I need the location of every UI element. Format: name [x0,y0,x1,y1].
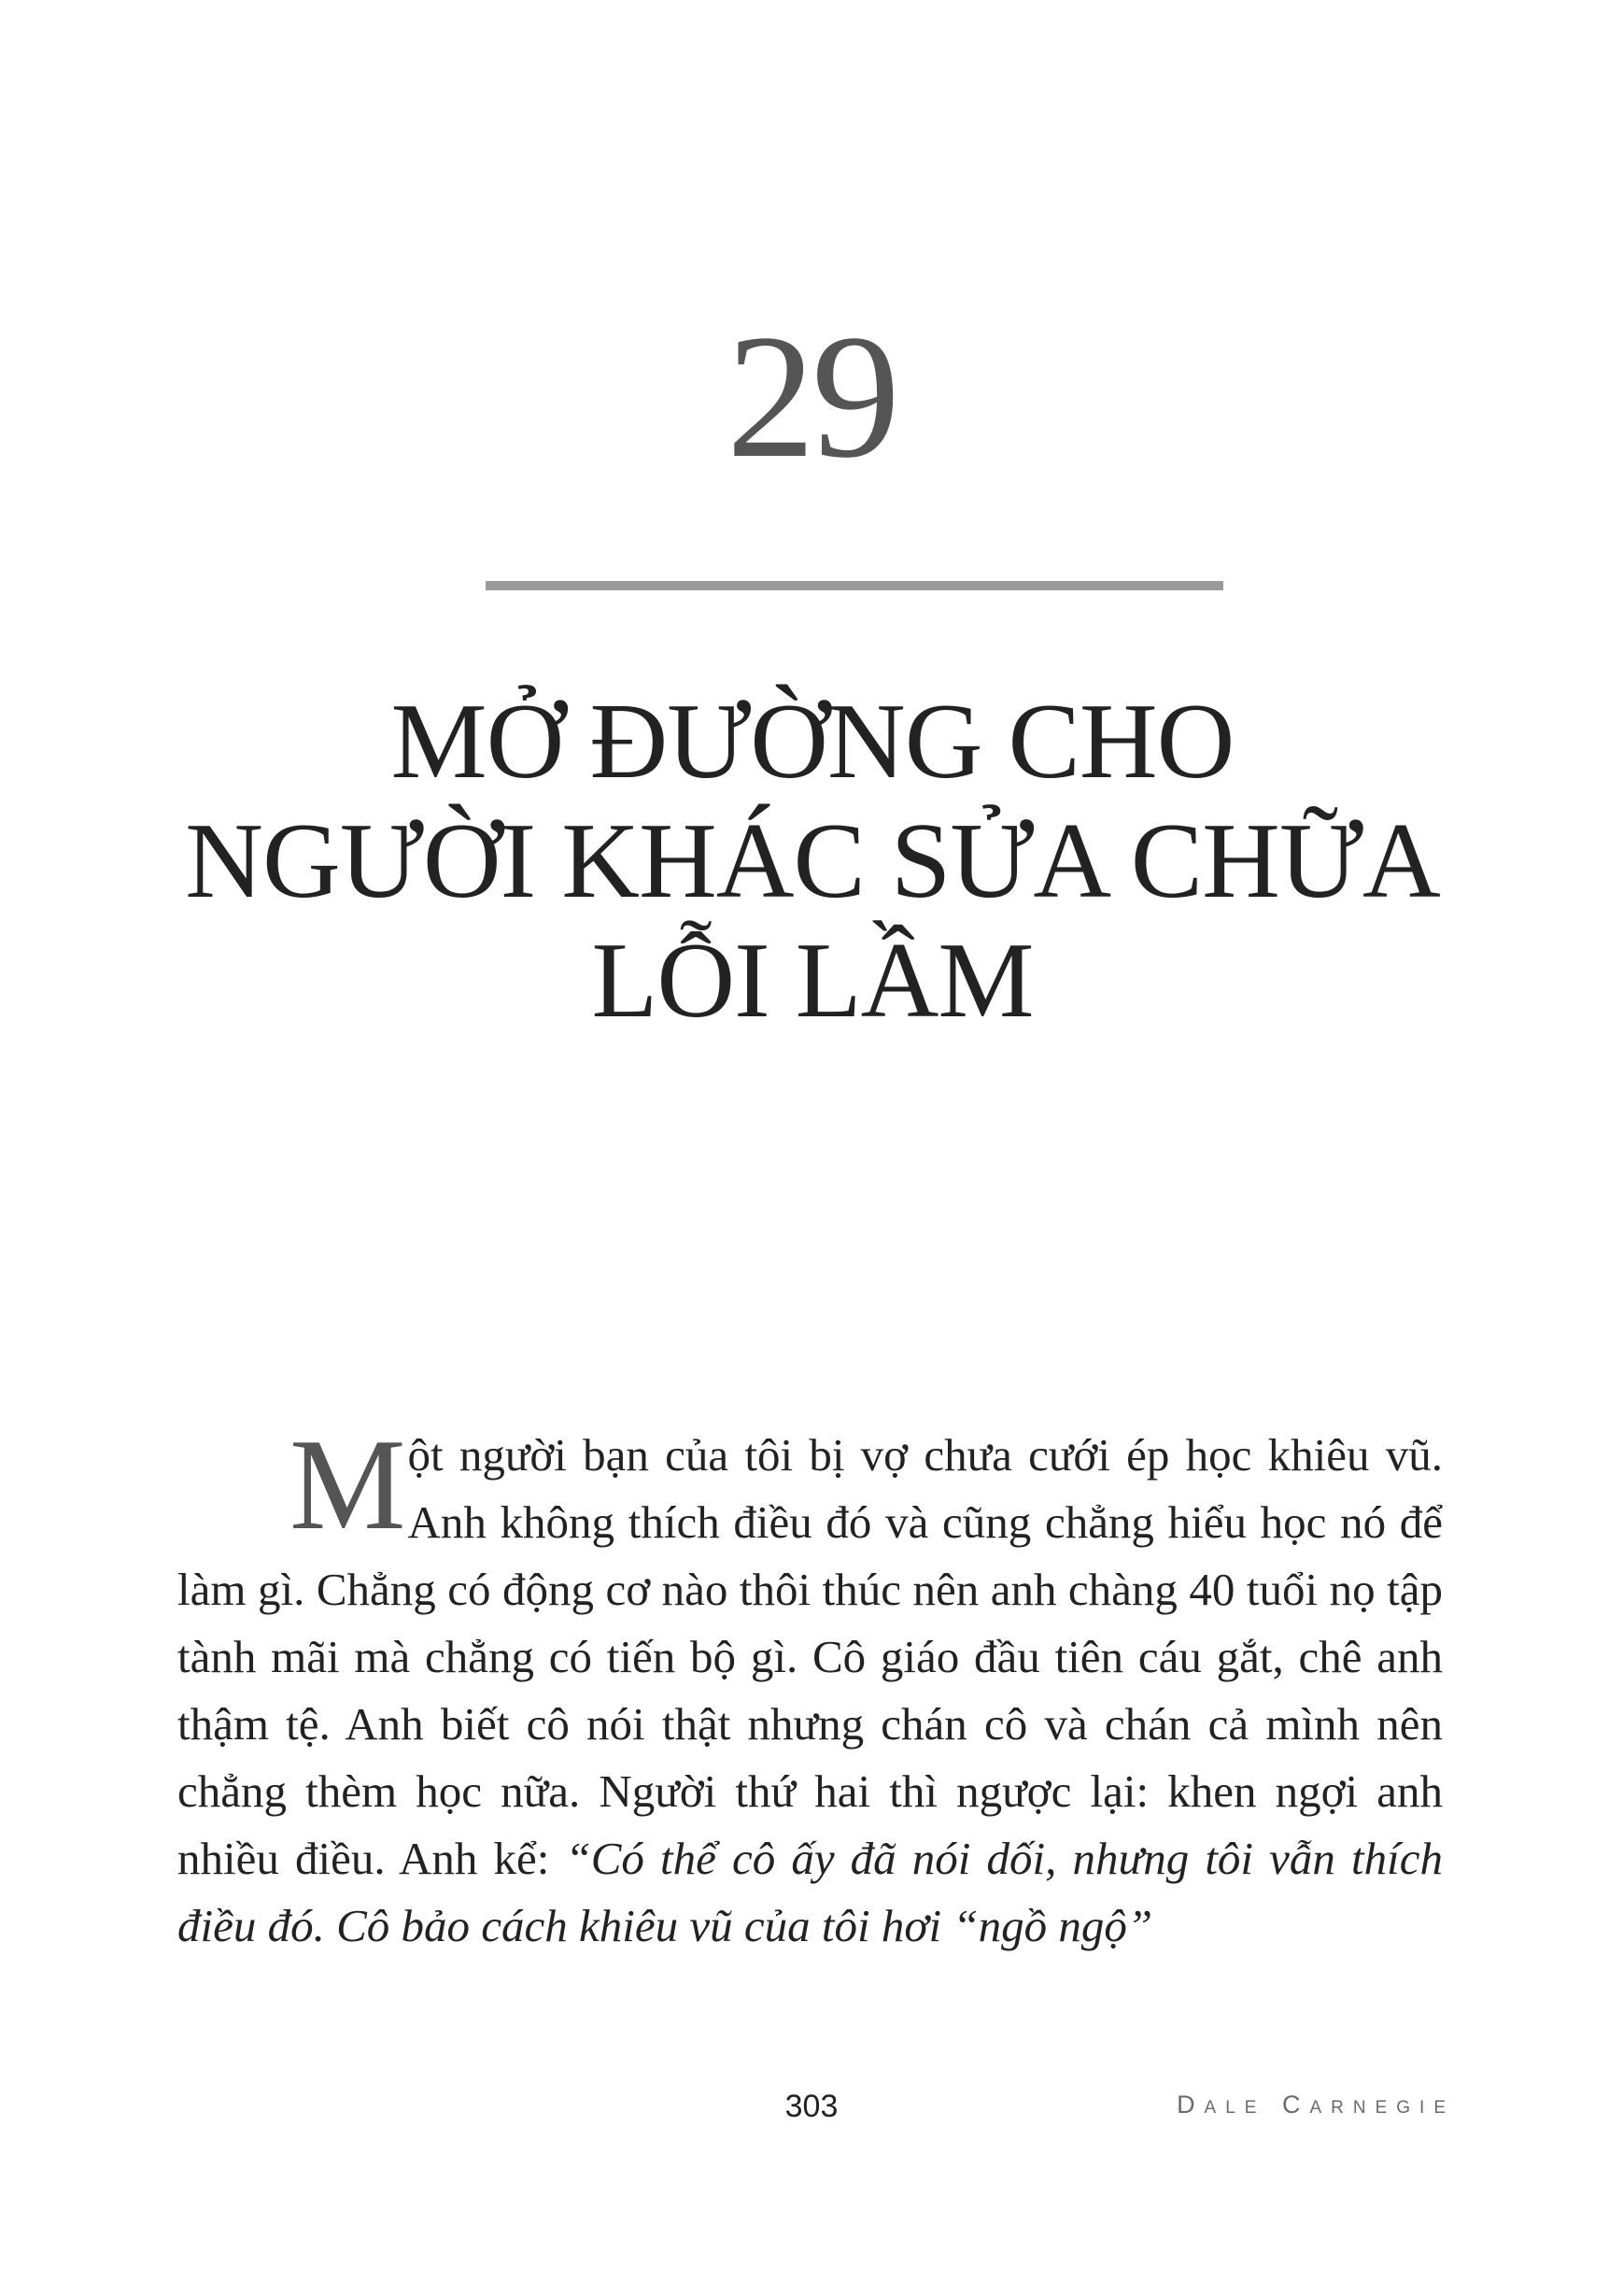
chapter-title-line: NGƯỜI KHÁC SỬA CHỮA [185,801,1440,921]
drop-cap: M [289,1412,406,1557]
running-footer-author: Dale Carnegie [1177,2090,1455,2119]
chapter-number: 29 [727,299,896,495]
chapter-title-line: MỞ ĐƯỜNG CHO [390,682,1235,801]
page-number: 303 [784,2089,839,2124]
chapter-divider [486,581,1223,590]
quoted-speech: “Có thể cô ấy đã nói dối, nhưng tôi vẫn thích điều đó. Cô bảo cách khiêu vũ của tôi hơi “ngồ ngộ” [177,1833,1443,1951]
body-paragraph [177,1412,1443,1960]
chapter-title-line: LỖI LẦM [591,921,1034,1041]
body-text: ột người bạn của tôi bị vợ chưa cưới ép học khiêu vũ. Anh không thích điều đó và cũng chẳng hiểu học nó để làm gì. Chẳng có động cơ nào thôi thúc nên anh chàng 40 tuổi nọ tập tành mãi mà chẳng có tiến bộ gì. Cô giáo đầu tiên cáu gắt, chê anh thậm tệ. Anh biết cô nói thật nhưng chán cô và chán cả mình nên chẳng thèm học nữa. Người thứ hai thì ngược lại: khen ngợi anh nhiều điều. Anh kể: [177,1429,1443,1884]
chapter-title [140,682,1485,1041]
